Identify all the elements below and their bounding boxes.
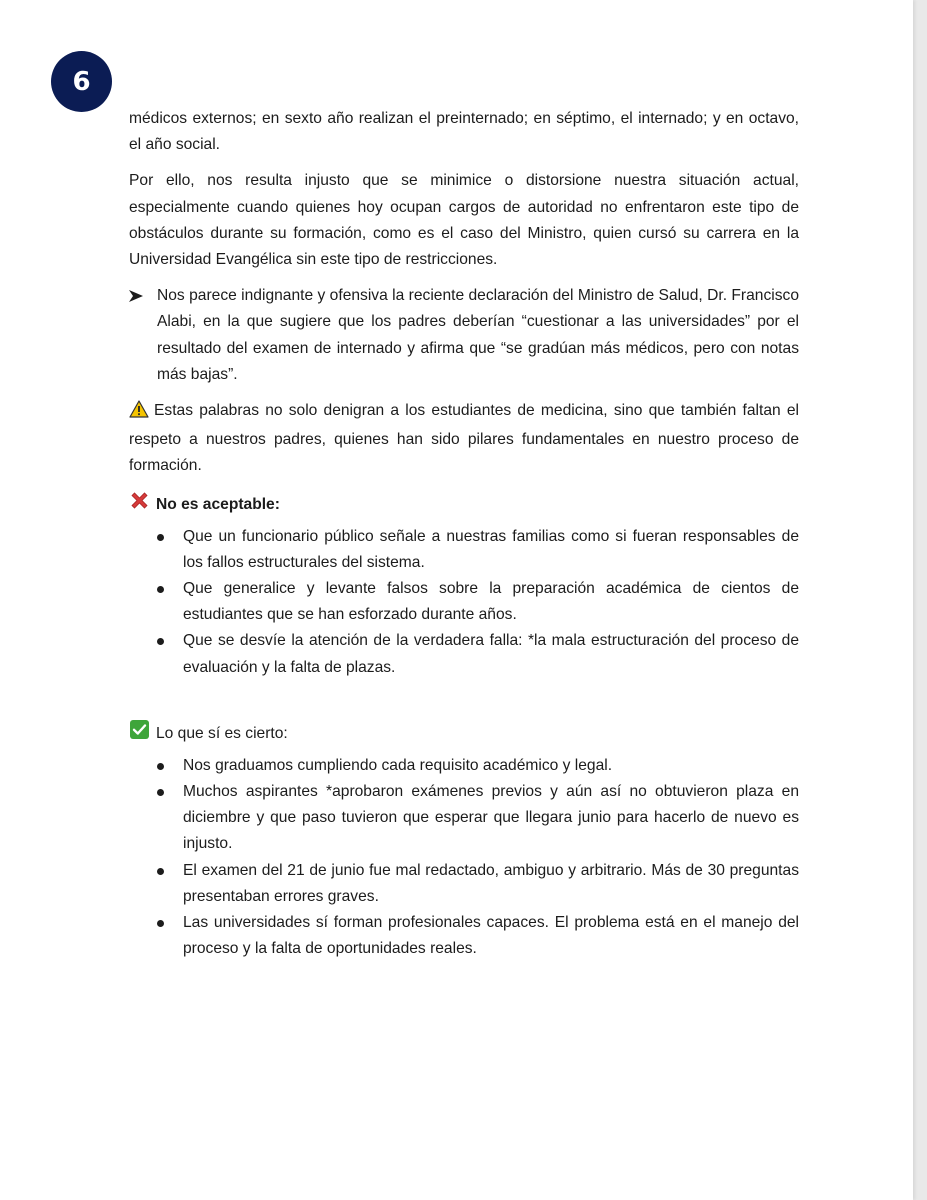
- page-number: 6: [72, 66, 91, 97]
- list-item: Las universidades sí forman profesionales capaces. El problema está en el manejo del proceso y la falta de oportunidades reales.: [129, 910, 799, 962]
- list-item: El examen del 21 de junio fue mal redactado, ambiguo y arbitrario. Más de 30 preguntas presentaban errores graves.: [129, 858, 799, 910]
- list-item: Que se desvíe la atención de la verdadera falla: *la mala estructuración del proceso de evaluación y la falta de plazas.: [129, 628, 799, 680]
- true-facts-list: [129, 753, 799, 963]
- arrow-item-text: Nos parece indignante y ofensiva la reciente declaración del Ministro de Salud, Dr. Francisco Alabi, en la que sugiere que los padres deberían “cuestionar a las universidades” por el resultado del examen de internado y afirma que “se gradúan más médicos, pero con notas más bajas”.: [157, 287, 799, 383]
- not-acceptable-title: No es aceptable:: [156, 495, 280, 513]
- page-content: [129, 106, 799, 962]
- true-facts-title: Lo que sí es cierto:: [156, 724, 288, 742]
- list-item: Que generalice y levante falsos sobre la preparación académica de cientos de estudiantes que se han esforzado durante años.: [129, 576, 799, 628]
- list-item: Muchos aspirantes *aprobaron exámenes previos y aún así no obtuvieron plaza en diciembre y que paso tuvieron que esperar que llegara junio para hacerlo de nuevo es injusto.: [129, 779, 799, 858]
- green-check-icon: [129, 719, 150, 749]
- paragraph-injustice: Por ello, nos resulta injusto que se minimice o distorsione nuestra situación actual, especialmente cuando quienes hoy ocupan cargos de autoridad no enfrentaron este tipo de obstáculos durante su formación, como es el caso del Ministro, quien cursó su carrera en la Universidad Evangélica sin este tipo de restricciones.: [129, 172, 799, 269]
- not-acceptable-heading: [129, 492, 799, 518]
- arrow-list-item: [129, 283, 799, 388]
- not-acceptable-list: [129, 524, 799, 681]
- red-x-icon: [129, 490, 150, 520]
- warning-text: Estas palabras no solo denigran a los estudiantes de medicina, sino que también faltan el respeto a nuestros padres, quienes han sido pilares fundamentales en nuestro proceso de formación.: [129, 402, 799, 475]
- warning-paragraph: [129, 398, 799, 480]
- arrow-bullet-icon: [129, 283, 157, 388]
- paragraph-continuation: médicos externos; en sexto año realizan el preinternado; en séptimo, el internado; y en octavo, el año social.: [129, 110, 799, 154]
- warning-icon: [129, 400, 149, 427]
- list-item: Que un funcionario público señale a nuestras familias como si fueran responsables de los fallos estructurales del sistema.: [129, 524, 799, 576]
- true-facts-heading: [129, 721, 799, 747]
- page-number-badge: [51, 51, 112, 112]
- list-item: Nos graduamos cumpliendo cada requisito académico y legal.: [129, 753, 799, 779]
